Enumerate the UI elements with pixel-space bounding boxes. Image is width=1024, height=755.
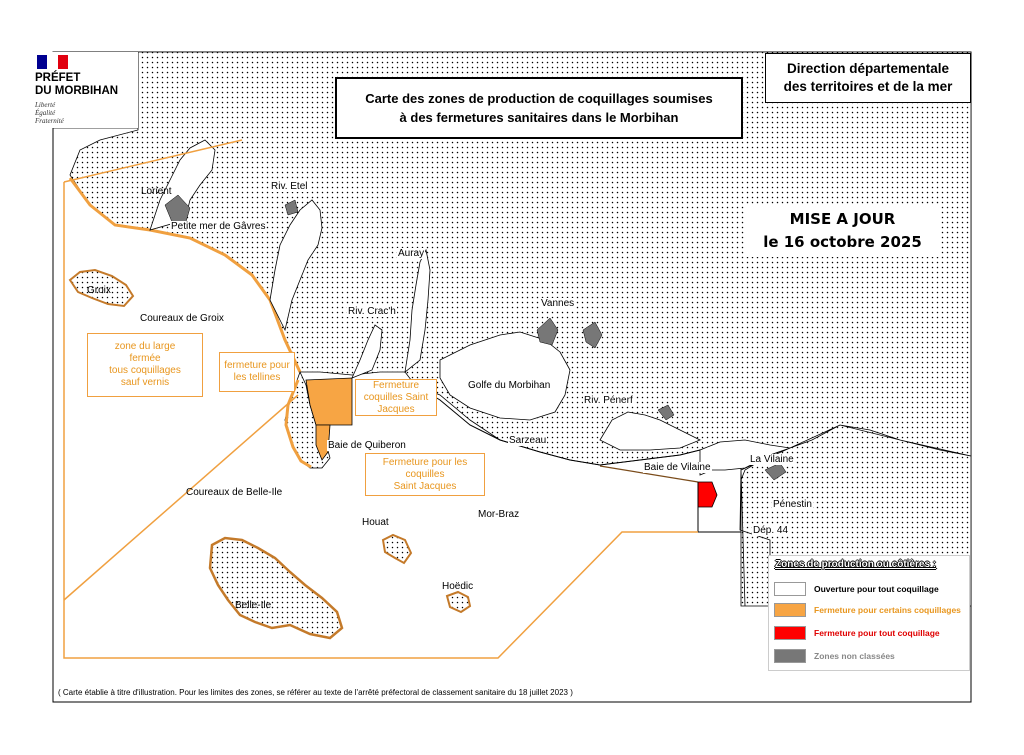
zone-saint-jacques-2-box bbox=[365, 453, 485, 496]
zone-large-line4: sauf vernis bbox=[120, 377, 170, 388]
ddtm-header bbox=[765, 53, 971, 103]
zone-sj2-line3: Saint Jacques bbox=[393, 480, 457, 492]
place-lorient: Lorient bbox=[141, 186, 172, 197]
place-quiberon: Baie de Quiberon bbox=[328, 440, 406, 451]
legend-label-partial: Fermeture pour certains coquillages bbox=[814, 605, 961, 615]
footnote: ( Carte établie à titre d'illustration. Pour les limites des zones, se référer au texte de l'arrêté préfectoral de classement sanitaire du 18 juillet 2023 ) bbox=[58, 688, 573, 697]
prefecture-logo bbox=[30, 52, 138, 128]
motto-fraternite: Fraternité bbox=[35, 117, 64, 125]
zone-sj1-line3: Jacques bbox=[377, 403, 415, 415]
place-penerf: Riv. Pénerf bbox=[584, 395, 633, 406]
legend-swatch-unclassified bbox=[774, 649, 806, 663]
motto-egalite: Égalité bbox=[35, 109, 56, 117]
ddtm-line2: des territoires et de la mer bbox=[783, 79, 953, 94]
place-mor-braz: Mor-Braz bbox=[478, 509, 520, 520]
place-vilaine-bay: Baie de Vilaine bbox=[644, 462, 711, 473]
zone-large-line2: fermée bbox=[129, 353, 161, 364]
map-legend bbox=[768, 555, 970, 671]
place-auray: Auray bbox=[398, 248, 425, 259]
zone-sj1-line2: coquilles Saint bbox=[363, 391, 429, 403]
legend-swatch-closed bbox=[774, 626, 806, 640]
legend-label-unclassified: Zones non classées bbox=[814, 651, 895, 661]
place-groix: Groix bbox=[87, 285, 111, 296]
map-title bbox=[335, 77, 743, 139]
legend-label-open: Ouverture pour tout coquillage bbox=[814, 584, 939, 594]
place-gavres: Petite mer de Gâvres bbox=[171, 221, 266, 232]
title-line2: à des fermetures sanitaires dans le Morbihan bbox=[399, 110, 679, 125]
place-hoedic: Hoëdic bbox=[442, 581, 474, 592]
zone-tellines-box bbox=[219, 352, 295, 392]
place-crach: Riv. Crac'h bbox=[348, 306, 396, 317]
update-line1: MISE A JOUR bbox=[789, 210, 896, 228]
place-golfe: Golfe du Morbihan bbox=[468, 380, 551, 391]
zone-sj1-line1: Fermeture bbox=[372, 379, 420, 391]
legend-swatch-open bbox=[774, 582, 806, 596]
zone-tellines-line1: fermeture pour bbox=[224, 360, 290, 371]
legend-title: Zones de production ou côtières : bbox=[775, 559, 937, 570]
title-line1: Carte des zones de production de coquillages soumises bbox=[365, 91, 713, 106]
zone-large-line1: zone du large bbox=[114, 341, 176, 352]
place-sarzeau: Sarzeau bbox=[509, 435, 547, 446]
ddtm-line1: Direction départementale bbox=[786, 61, 950, 76]
french-flag-icon bbox=[37, 55, 68, 69]
motto-liberte: Liberté bbox=[35, 101, 56, 109]
place-houat: Houat bbox=[362, 517, 389, 528]
legend-label-closed: Fermeture pour tout coquillage bbox=[814, 628, 940, 638]
place-belle-ile: Belle-Ile bbox=[235, 600, 272, 611]
zone-sj2-line1: Fermeture pour les bbox=[382, 456, 468, 468]
update-notice bbox=[745, 205, 940, 257]
place-dep44: Dép. 44 bbox=[753, 525, 789, 536]
place-vannes: Vannes bbox=[541, 298, 575, 309]
legend-item-closed bbox=[774, 625, 940, 641]
republic-motto bbox=[35, 101, 64, 125]
update-date: le 16 octobre 2025 bbox=[763, 233, 922, 251]
place-penestin: Pénestin bbox=[773, 499, 812, 510]
zone-saint-jacques-1-box bbox=[355, 379, 437, 416]
legend-swatch-partial bbox=[774, 603, 806, 617]
prefet-line2: DU MORBIHAN bbox=[35, 85, 119, 97]
zone-sj2-line2: coquilles bbox=[405, 468, 445, 480]
zone-tellines-line2: les tellines bbox=[233, 372, 281, 383]
legend-item-open bbox=[774, 581, 939, 597]
prefet-label bbox=[35, 72, 118, 98]
zone-large-box bbox=[87, 333, 203, 397]
place-coureaux-groix: Coureaux de Groix bbox=[140, 313, 224, 324]
legend-item-unclassified bbox=[774, 648, 895, 664]
prefet-line1: PRÉFET bbox=[35, 72, 81, 84]
place-etel: Riv. Etel bbox=[271, 181, 308, 192]
zone-large-line3: tous coquillages bbox=[109, 365, 181, 376]
legend-item-partial bbox=[774, 602, 961, 618]
place-vilaine: La Vilaine bbox=[750, 454, 794, 465]
place-coureaux-belle-ile: Coureaux de Belle-Ile bbox=[186, 487, 283, 498]
